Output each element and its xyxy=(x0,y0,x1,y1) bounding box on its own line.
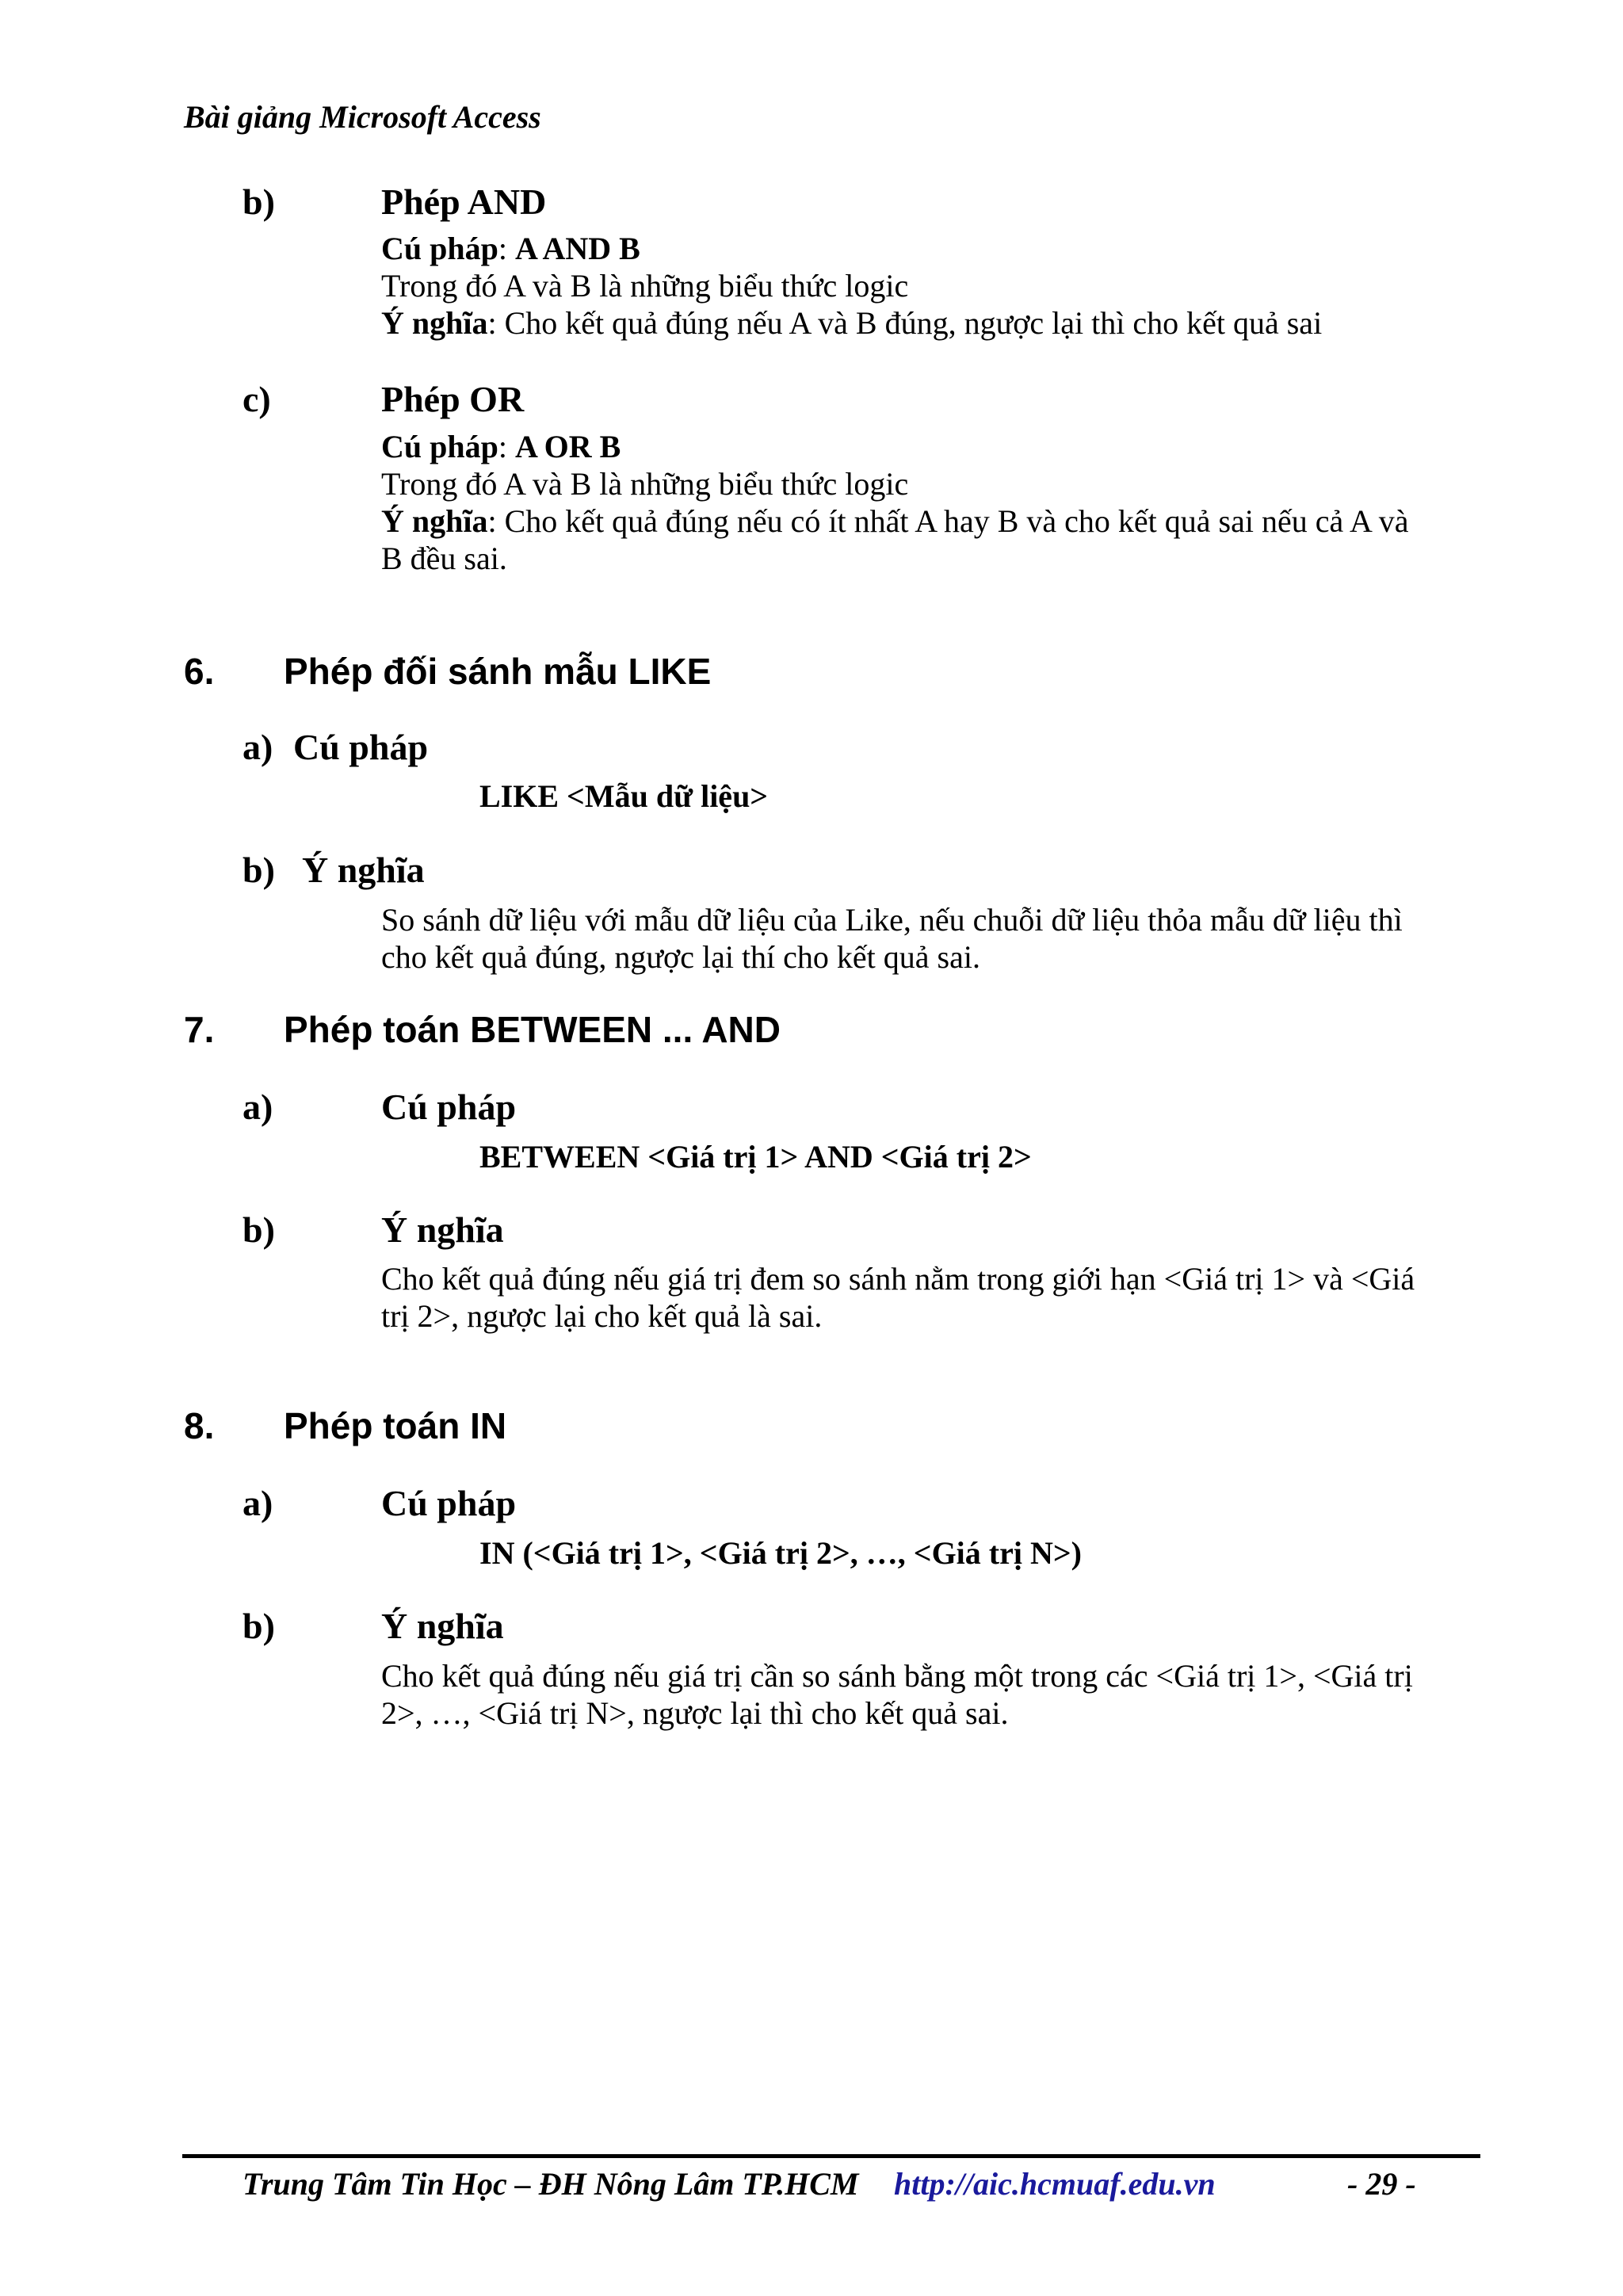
like-meaning-line-2: cho kết quả đúng, ngược lại thí cho kết quả sai. xyxy=(381,939,980,975)
footer-divider xyxy=(182,2154,1480,2158)
syntax-value: A OR B xyxy=(515,429,621,464)
and-where-line: Trong đó A và B là những biểu thức logic xyxy=(381,268,909,304)
syntax-value: A AND B xyxy=(515,231,640,266)
in-meaning-line-1: Cho kết quả đúng nếu giá trị cần so sánh bằng một trong các <Giá trị 1>, <Giá trị xyxy=(381,1658,1413,1694)
syntax-colon: : xyxy=(498,429,507,464)
meaning-text: : Cho kết quả đúng nếu có ít nhất A hay B và cho kết quả sai nếu cả A và xyxy=(487,503,1409,539)
sub-label-and: b) xyxy=(242,181,275,222)
sub-label-in-syntax: a) xyxy=(242,1483,273,1523)
sub-label-like-syntax: a) xyxy=(242,727,273,767)
section-title-like: Phép đối sánh mẫu LIKE xyxy=(284,651,712,692)
or-meaning-line-2: B đều sai. xyxy=(381,541,507,576)
footer-organization: Trung Tâm Tin Học – ĐH Nông Lâm TP.HCM xyxy=(242,2166,859,2202)
in-syntax: IN (<Giá trị 1>, <Giá trị 2>, …, <Giá trị N>) xyxy=(479,1535,1082,1571)
between-meaning-line-1: Cho kết quả đúng nếu giá trị đem so sánh nằm trong giới hạn <Giá trị 1> và <Giá xyxy=(381,1261,1415,1297)
sub-label-in-meaning: b) xyxy=(242,1606,275,1646)
sub-title-in-meaning: Ý nghĩa xyxy=(381,1606,504,1646)
meaning-label: Ý nghĩa xyxy=(381,503,488,539)
sub-title-between-syntax: Cú pháp xyxy=(381,1087,517,1127)
footer-link[interactable] xyxy=(894,2165,1216,2202)
document-header: Bài giảng Microsoft Access xyxy=(184,99,541,135)
sub-title-or: Phép OR xyxy=(381,379,525,419)
page-number: - 29 - xyxy=(1347,2166,1416,2202)
section-title-between: Phép toán BETWEEN ... AND xyxy=(284,1009,781,1050)
syntax-label: Cú pháp xyxy=(381,429,498,464)
between-meaning-line-2: trị 2>, ngược lại cho kết quả là sai. xyxy=(381,1298,823,1334)
section-number-8: 8. xyxy=(184,1405,215,1446)
syntax-colon: : xyxy=(498,231,507,266)
meaning-text: : Cho kết quả đúng nếu A và B đúng, ngược lại thì cho kết quả sai xyxy=(487,305,1323,341)
syntax-label: Cú pháp xyxy=(381,231,498,266)
sub-title-in-syntax: Cú pháp xyxy=(381,1483,517,1523)
meaning-label: Ý nghĩa xyxy=(381,305,488,341)
like-meaning-line-1: So sánh dữ liệu với mẫu dữ liệu của Like, nếu chuỗi dữ liệu thỏa mẫu dữ liệu thì xyxy=(381,902,1403,938)
between-syntax: BETWEEN <Giá trị 1> AND <Giá trị 2> xyxy=(479,1139,1032,1175)
sub-label-between-syntax: a) xyxy=(242,1087,273,1127)
sub-label-like-meaning: b) xyxy=(242,850,275,890)
or-where-line: Trong đó A và B là những biểu thức logic xyxy=(381,466,909,502)
footer-link-text[interactable]: http://aic.hcmuaf.edu.vn xyxy=(894,2166,1216,2202)
in-meaning-line-2: 2>, …, <Giá trị N>, ngược lại thì cho kết quả sai. xyxy=(381,1695,1009,1731)
and-meaning-line xyxy=(381,304,1322,342)
sub-label-or: c) xyxy=(242,379,271,419)
section-number-6: 6. xyxy=(184,651,215,692)
and-syntax-line xyxy=(381,230,640,268)
sub-title-like-meaning: Ý nghĩa xyxy=(302,850,425,890)
sub-title-like-syntax: Cú pháp xyxy=(293,727,429,767)
or-meaning-line xyxy=(381,502,1408,541)
sub-label-between-meaning: b) xyxy=(242,1209,275,1250)
sub-title-between-meaning: Ý nghĩa xyxy=(381,1209,504,1250)
or-syntax-line xyxy=(381,428,621,466)
section-title-in: Phép toán IN xyxy=(284,1405,507,1446)
section-number-7: 7. xyxy=(184,1009,215,1050)
sub-title-and: Phép AND xyxy=(381,181,547,222)
like-syntax: LIKE <Mẫu dữ liệu> xyxy=(479,778,769,814)
